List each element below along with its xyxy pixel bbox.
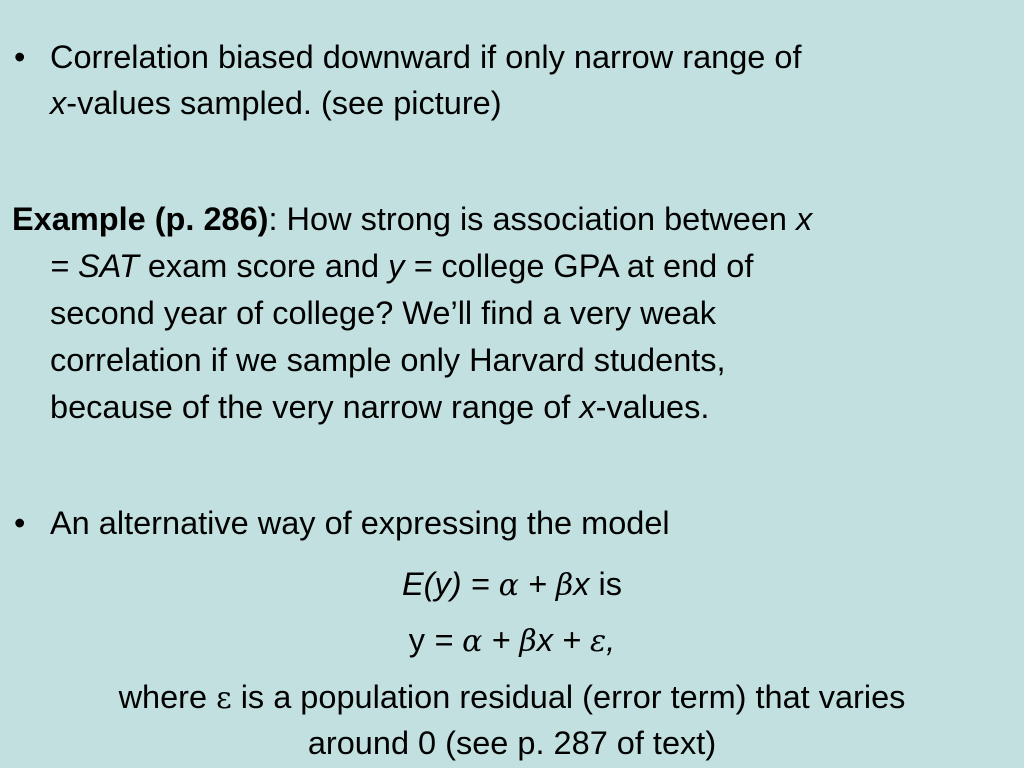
alpha-symbol: α [498, 568, 519, 603]
alpha-symbol: α [462, 624, 483, 659]
var-sat: = SAT [50, 248, 139, 284]
equation-expected [0, 561, 1024, 609]
epsilon-symbol: ε [216, 681, 232, 716]
beta-symbol: β [519, 624, 537, 659]
example-line5 [50, 384, 709, 430]
note-text: is a population residual (error term) that varies [231, 679, 906, 715]
bullet-marker: • [14, 39, 26, 75]
beta-symbol: β [555, 568, 574, 603]
note-line2: around 0 (see p. 287 of text) [307, 725, 717, 761]
example-text: How strong is association between [277, 201, 796, 237]
var-x: x [573, 566, 590, 602]
eq-plus: + [553, 622, 591, 658]
eq-plus: + [482, 622, 520, 658]
var-x: x [50, 85, 67, 121]
note-line1 [0, 674, 1024, 722]
example-text: because of the very narrow range of [50, 389, 580, 425]
var-y: y = [388, 248, 433, 284]
eq-comma: , [606, 622, 616, 658]
example-text: exam score and [138, 248, 389, 284]
example-text: -values. [595, 389, 710, 425]
bullet1-line1 [50, 34, 802, 80]
example-label: Example (p. 286) [12, 201, 269, 237]
var-y: y [408, 622, 426, 658]
eq-is: is [589, 566, 623, 602]
bullet2-text: An alternative way of expressing the model [50, 505, 670, 541]
bullet1-text-rest: -values sampled. (see picture) [66, 85, 502, 121]
var-x: x [536, 622, 553, 658]
var-x: x [796, 201, 813, 237]
example-line1 [12, 196, 812, 242]
eq-equals: = [425, 622, 463, 658]
note-text: where [118, 679, 217, 715]
example-line3: second year of college? We’ll find a very weak [50, 295, 716, 331]
eq-lhs: E(y) = [401, 566, 499, 602]
example-line4: correlation if we sample only Harvard students, [50, 342, 726, 378]
bullet1-line2 [50, 80, 502, 126]
bullet1-text: Correlation biased downward if only narrow range of [50, 39, 802, 75]
bullet-marker: • [14, 505, 26, 541]
example-line2 [50, 243, 753, 289]
example-text: college GPA at end of [432, 248, 754, 284]
eq-plus: + [518, 566, 556, 602]
equation-model [0, 617, 1024, 665]
var-x: x [579, 389, 596, 425]
example-colon: : [268, 201, 278, 237]
epsilon-symbol: ε [590, 624, 607, 659]
